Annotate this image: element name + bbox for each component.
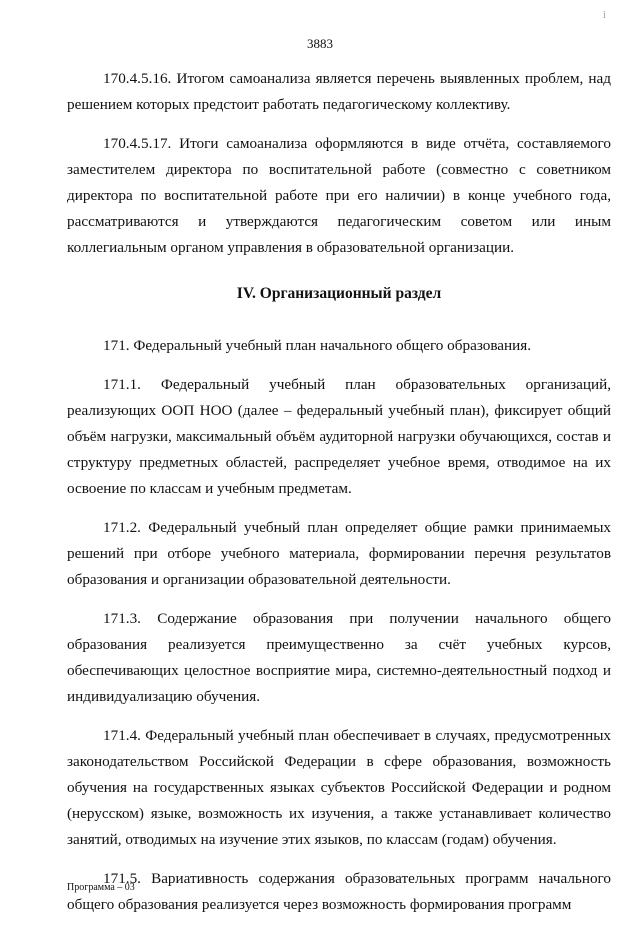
paragraph-171-3: 171.3. Содержание образования при получении начального общего образования реализуется преимущественно за счёт учебных курсов, обеспечивающих целостное восприятие мира, системно-деятельностный подход и индивидуализацию обучения. bbox=[67, 610, 611, 705]
page-number: 3883 bbox=[307, 36, 333, 51]
paragraph-171-4: 171.4. Федеральный учебный план обеспечивает в случаях, предусмотренных законодательством Российской Федерации в сфере образования, возможность обучения на государственных языках субъектов Российской Федерации и родном (нерусском) языке, возможность их изучения, а также устанавливает количество занятий, отводимых на изучение этих языков, по классам (годам) обучения. bbox=[67, 727, 611, 848]
paragraph-170-4-5-16: 170.4.5.16. Итогом самоанализа является перечень выявленных проблем, над решением которых предстоит работать педагогическому коллективу. bbox=[67, 70, 611, 113]
paragraph-171-2: 171.2. Федеральный учебный план определяет общие рамки принимаемых решений при отборе учебного материала, формировании перечня результатов образования и организации образовательной деятельности. bbox=[67, 519, 611, 588]
page-content bbox=[67, 66, 611, 931]
footer-label: Программа – 03 bbox=[67, 882, 135, 893]
paragraph-171-1: 171.1. Федеральный учебный план образовательных организаций, реализующих ООП НОО (далее – федеральный учебный план), фиксирует общий объём нагрузки, максимальный объём аудиторной нагрузки обучающихся, состав и структуру предметных областей, распределяет учебное время, отводимое на их освоение по классам и учебным предметам. bbox=[67, 376, 611, 497]
paragraph-171: 171. Федеральный учебный план начального общего образования. bbox=[103, 337, 532, 354]
corner-mark: і bbox=[603, 10, 606, 21]
paragraph-170-4-5-17: 170.4.5.17. Итоги самоанализа оформляются в виде отчёта, составляемого заместителем директора по воспитательной работе (совместно с советником директора по воспитательной работе при его наличии) в конце учебного года, рассматриваются и утверждаются педагогическим советом или иным коллегиальным органом управления в образовательной организации. bbox=[67, 135, 611, 256]
paragraph-171-5: 171.5. Вариативность содержания образовательных программ начального общего образования реализуется через возможность формирования программ bbox=[67, 870, 611, 913]
section-title: IV. Организационный раздел bbox=[236, 285, 442, 302]
